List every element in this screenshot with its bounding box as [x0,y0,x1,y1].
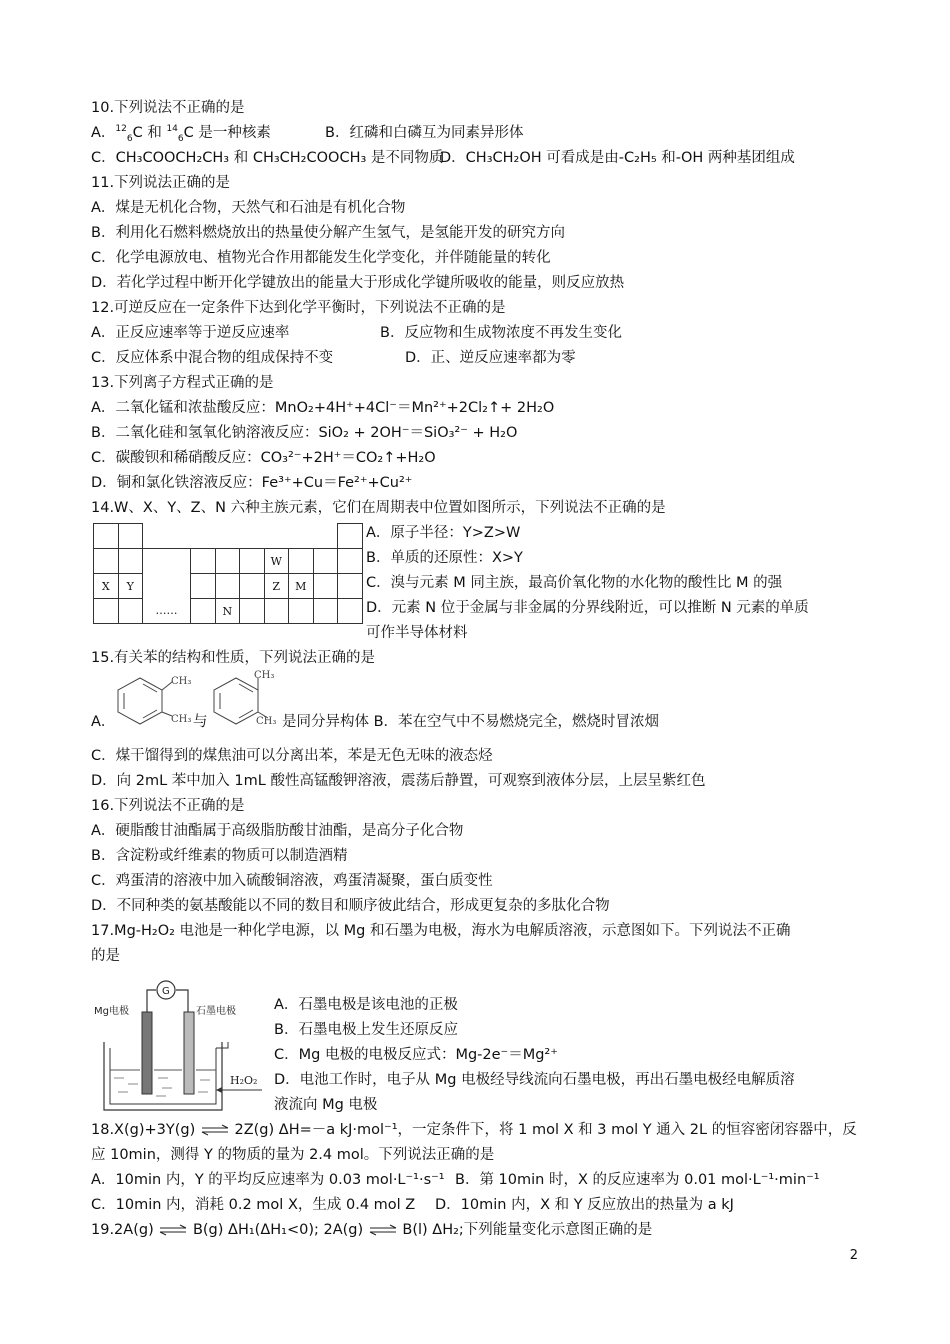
q12-option-c: C．反应体系中混合物的组成保持不变 [91,350,334,366]
q10-option-c: C．CH₃COOCH₂CH₃ 和 CH₃CH₂COOCH₃ 是不同物质 [91,150,444,166]
q12-stem: 12.可逆反应在一定条件下达到化学平衡时，下列说法不正确的是 [91,300,506,316]
q10-option-d: D．CH₃CH₂OH 可看成是由-C₂H₅ 和-OH 两种基团组成 [440,150,795,166]
q17-option-a: A．石墨电极是该电池的正极 [274,997,458,1013]
o-xylene-structure [108,668,192,728]
q11-stem: 11.下列说法正确的是 [91,175,231,191]
methyl-label-4: CH₃ [256,716,277,727]
q17-option-d-cont: 液流向 Mg 电极 [274,1097,378,1113]
q12-option-b: B．反应物和生成物浓度不再发生变化 [380,325,622,341]
q13-option-c: C．碳酸钡和稀硝酸反应：CO₃²⁻+2H⁺＝CO₂↑+H₂O [91,450,436,466]
q13-option-a: A．二氧化锰和浓盐酸反应：MnO₂+4H⁺+4Cl⁻＝Mn²⁺+2Cl₂↑+ 2H₂O [91,400,555,416]
mg-h2o2-cell-diagram [92,972,267,1114]
h2o2-label: H₂O₂ [230,1074,258,1087]
q16-stem: 16.下列说法不正确的是 [91,798,245,814]
q15-option-a-b: 是同分异构体 B．苯在空气中不易燃烧完全，燃烧时冒浓烟 [282,714,660,730]
q19-stem: 19.2A(g) B(g) ΔH₁(ΔH₁<0); 2A(g) B(l) ΔH₂;下列能量变化示意图正确的是 [91,1222,653,1238]
q18-stem: 18.X(g)+3Y(g) 2Z(g) ΔH=－a kJ·mol⁻¹，一定条件下，将 1 mol X 和 3 mol Y 通入 2L 的恒容密闭容器中，反 [91,1122,857,1138]
q10-option-a: A．$^{12}_6$C 和 $^{14}_6$C 是一种核素 [91,124,271,144]
q10-option-b: B．红磷和白磷互为同素异形体 [325,125,524,141]
q15-option-c: C．煤干馏得到的煤焦油可以分离出苯，苯是无色无味的液态烃 [91,748,493,764]
cell-n: N [215,599,240,624]
q11-option-d: D．若化学过程中断开化学键放出的能量大于形成化学键所吸收的能量，则反应放热 [91,275,625,291]
equilibrium-arrow-icon-3 [368,1224,398,1236]
q10-stem: 10.下列说法不正确的是 [91,100,245,116]
q18-option-d: D．10min 内，X 和 Y 反应放出的热量为 a kJ [435,1197,734,1213]
q14-stem: 14.W、X、Y、Z、N 六种主族元素，它们在周期表中位置如图所示，下列说法不正确的是 [91,500,666,516]
q14-option-b: B．单质的还原性：X>Y [366,550,523,566]
cell-x: X [94,574,119,599]
q14-option-c: C．溴与元素 M 同主族，最高价氧化物的水化物的酸性比 M 的强 [366,575,783,591]
cell-z: Z [264,574,289,599]
equilibrium-arrow-icon-2 [158,1224,188,1236]
q11-option-c: C．化学电源放电、植物光合作用都能发生化学变化，并伴随能量的转化 [91,250,551,266]
q17-stem: 17.Mg-H₂O₂ 电池是一种化学电源，以 Mg 和石墨为电极，海水为电解质溶液，示意图如下。下列说法不正确 [91,923,791,939]
graphite-electrode-label: 石墨电极 [196,1006,236,1017]
q15-option-d: D．向 2mL 苯中加入 1mL 酸性高锰酸钾溶液，震荡后静置，可观察到液体分层，上层呈紫红色 [91,773,706,789]
page-number: 2 [849,1248,858,1263]
methyl-label-1: CH₃ [171,676,192,687]
q16-option-a: A．硬脂酸甘油酯属于高级脂肪酸甘油酯，是高分子化合物 [91,823,464,839]
q13-option-b: B．二氧化硅和氢氧化钠溶液反应：SiO₂ + 2OH⁻＝SiO₃²⁻ + H₂O [91,425,518,441]
q18-option-a: A．10min 内，Y 的平均反应速率为 0.03 mol·L⁻¹·s⁻¹ [91,1172,445,1188]
cell-w: W [264,549,289,574]
q14-option-d-cont: 可作半导体材料 [366,625,468,641]
q12-option-d: D．正、逆反应速率都为零 [405,350,576,366]
equilibrium-arrow-icon [200,1124,230,1136]
q16-option-b: B．含淀粉或纤维素的物质可以制造酒精 [91,848,348,864]
q17-stem-cont: 的是 [91,948,120,964]
q18-option-b: B．第 10min 时，X 的反应速率为 0.01 mol·L⁻¹·min⁻¹ [455,1172,820,1188]
methyl-label-2: CH₃ [171,714,192,725]
cell-y: Y [118,574,143,599]
q17-option-c: C．Mg 电极的电极反应式：Mg-2e⁻＝Mg²⁺ [274,1047,558,1063]
q18-option-c: C．10min 内，消耗 0.2 mol X，生成 0.4 mol Z [91,1197,416,1213]
q16-option-c: C．鸡蛋清的溶液中加入硫酸铜溶液，鸡蛋清凝聚，蛋白质变性 [91,873,493,889]
galvanometer-label: G [162,986,170,997]
q13-stem: 13.下列离子方程式正确的是 [91,375,274,391]
q11-option-a: A．煤是无机化合物，天然气和石油是有机化合物 [91,200,406,216]
q13-option-d: D．铜和氯化铁溶液反应：Fe³⁺+Cu＝Fe²⁺+Cu²⁺ [91,475,413,491]
q12-option-a: A．正反应速率等于逆反应速率 [91,325,290,341]
q11-option-b: B．利用化石燃料燃烧放出的热量使分解产生氢气，是氢能开发的研究方向 [91,225,565,241]
q14-option-a: A．原子半径：Y>Z>W [366,525,521,541]
o-xylene-structure-2 [208,668,284,728]
q18-stem-cont: 应 10min，测得 Y 的物质的量为 2.4 mol。下列说法正确的是 [91,1147,495,1163]
mg-electrode-label: Mg电极 [94,1006,129,1017]
q14-option-d: D．元素 N 位于金属与非金属的分界线附近，可以推断 N 元素的单质 [366,600,809,616]
periodic-table-figure [93,523,363,624]
q16-option-d: D．不同种类的氨基酸能以不同的数目和顺序彼此结合，形成更复杂的多肽化合物 [91,898,610,914]
q15-option-a-and: 与 [193,714,208,730]
q17-option-d: D．电池工作时，电子从 Mg 电极经导线流向石墨电极，再出石墨电极经电解质溶 [274,1072,795,1088]
methyl-label-3: CH₃ [254,670,275,681]
q15-stem: 15.有关苯的结构和性质，下列说法正确的是 [91,650,376,666]
q15-option-a-prefix: A． [91,714,116,730]
cell-m: M [289,574,314,599]
mg-electrode [142,1012,152,1094]
cell-dots: …… [143,599,191,624]
q17-option-b: B．石墨电极上发生还原反应 [274,1022,458,1038]
graphite-electrode [184,1012,194,1094]
